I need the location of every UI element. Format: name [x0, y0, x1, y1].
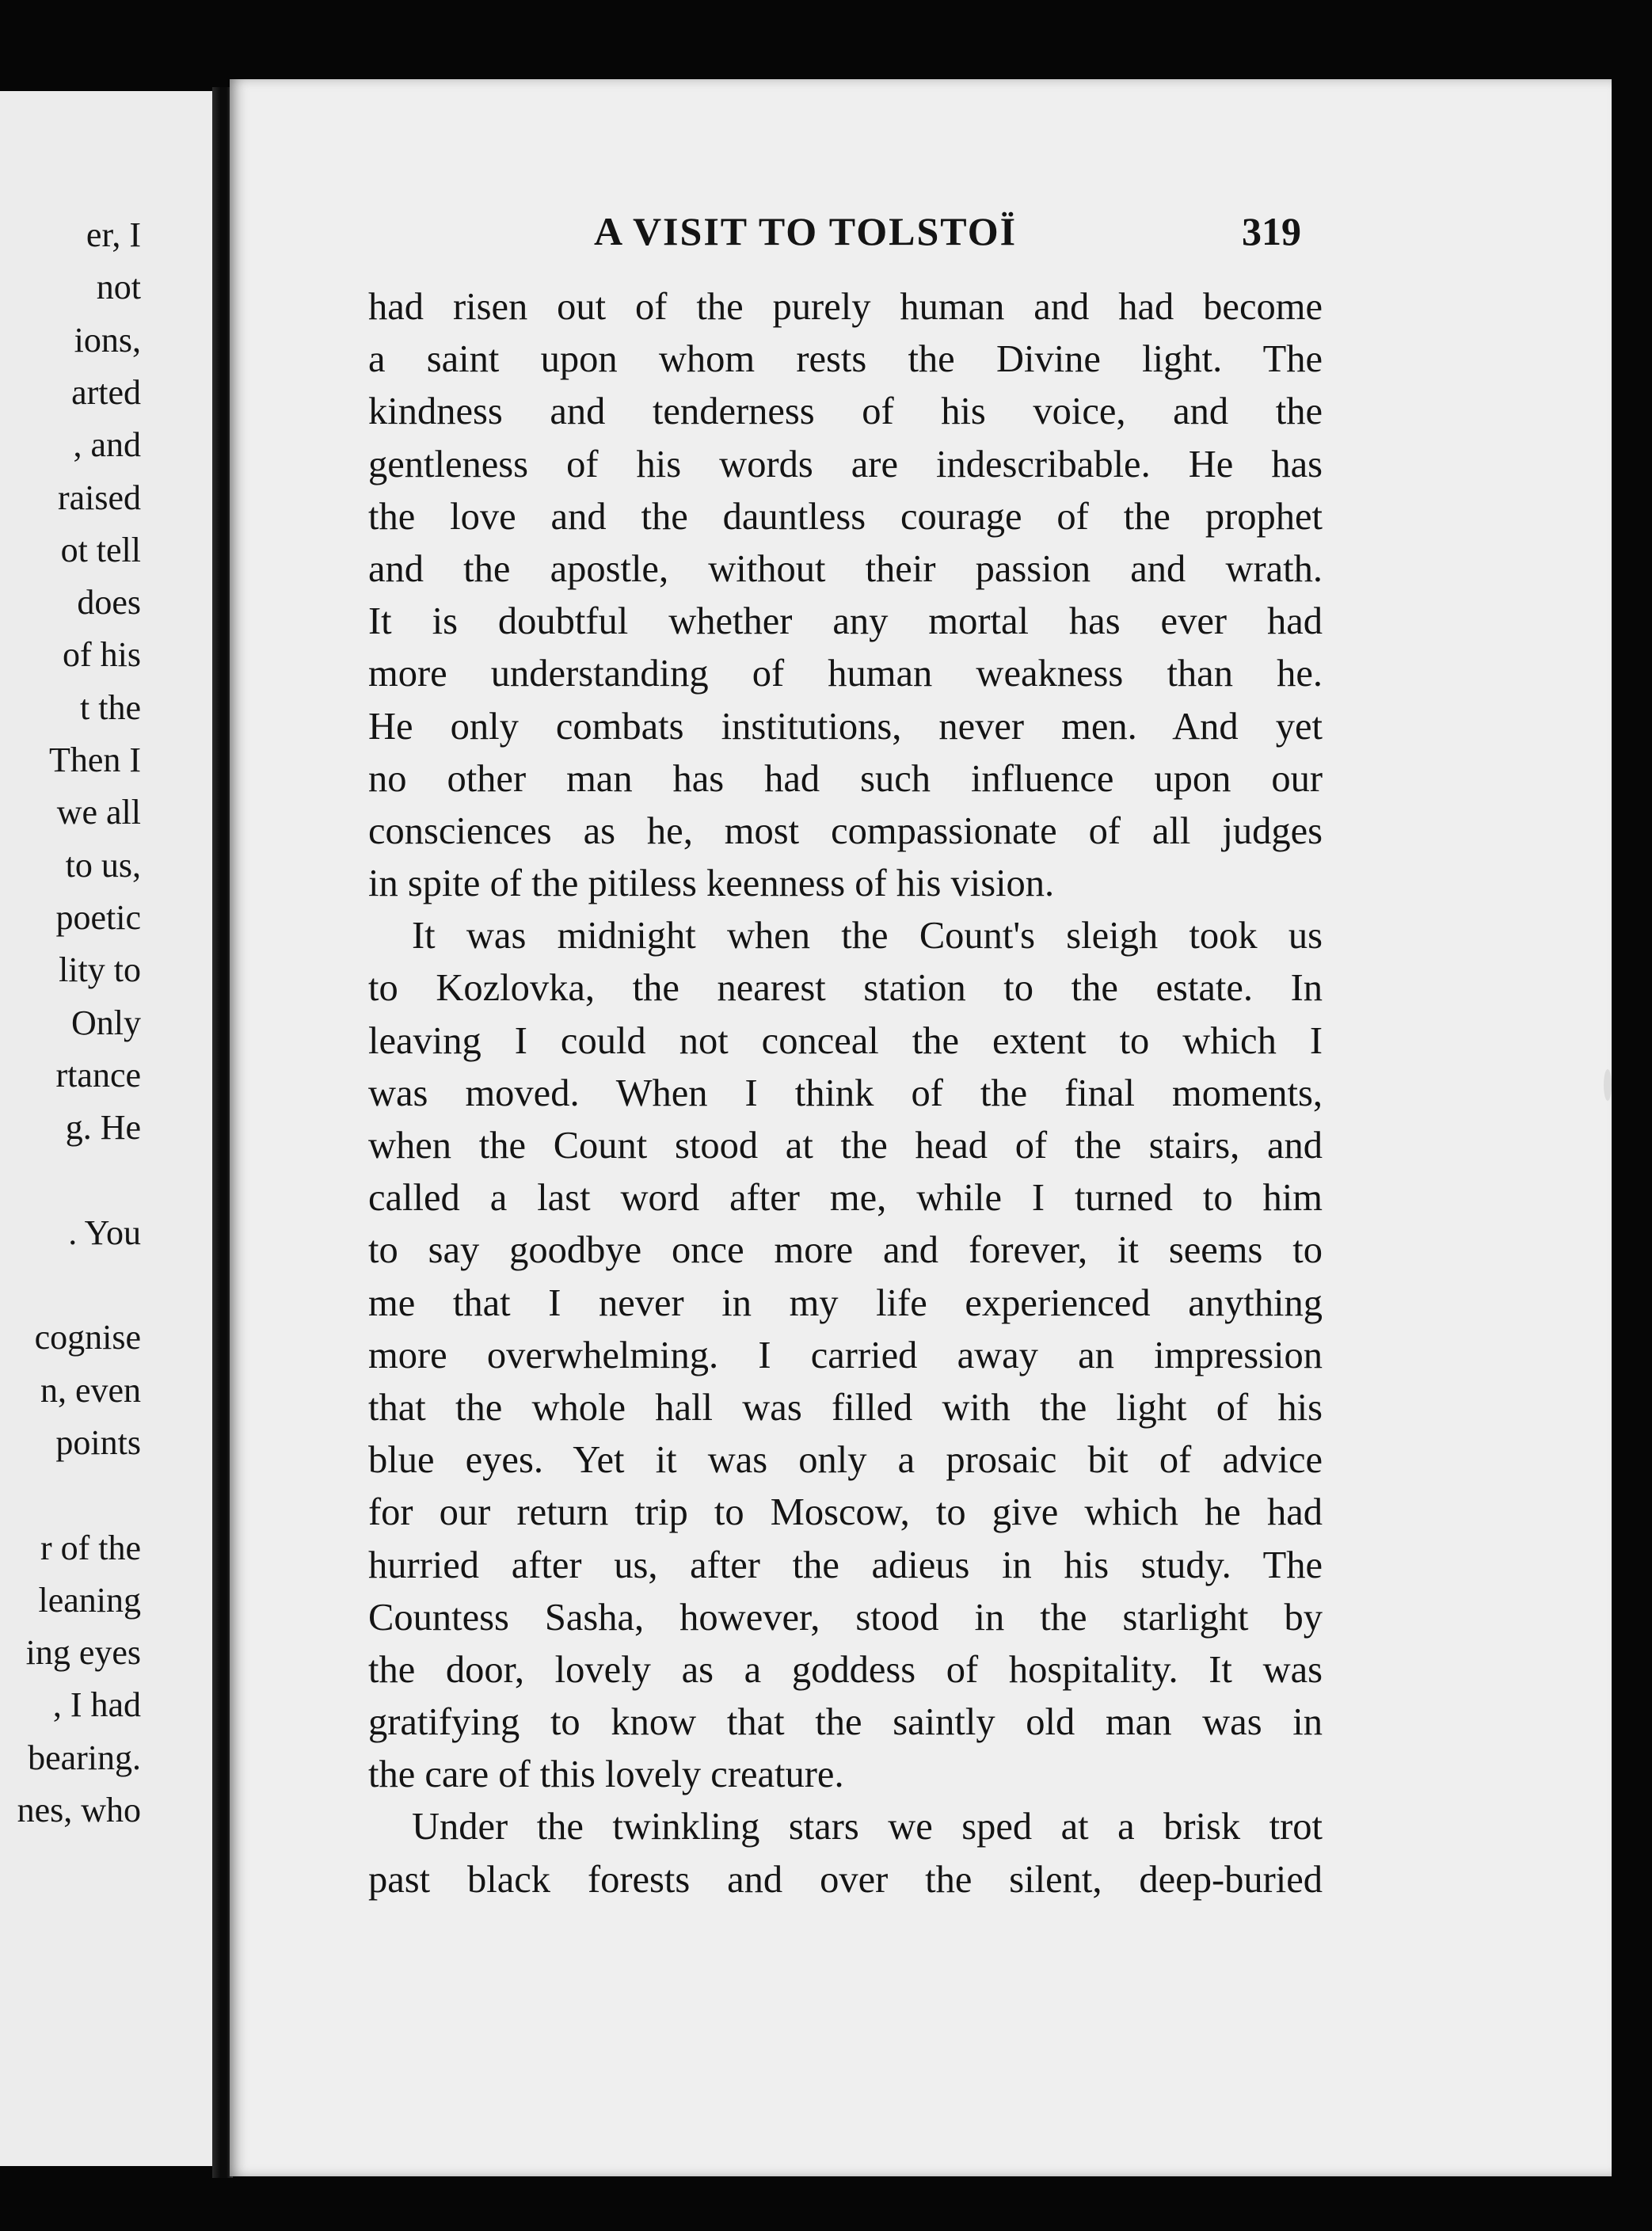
text-line: more understanding of human weakness than he.	[368, 653, 1323, 695]
left-page-line: poetic	[55, 897, 141, 937]
left-page-line: . You	[68, 1213, 141, 1252]
text-line: He only combats institutions, never men. And yet	[368, 705, 1323, 748]
running-title: A VISIT TO TOLSTOÏ	[594, 209, 1018, 253]
text-line: more overwhelming. I carried away an impression	[368, 1334, 1323, 1376]
left-page-line: not	[96, 268, 141, 307]
left-page-line: we all	[56, 793, 141, 832]
right-page	[230, 79, 1612, 2176]
left-page-line: Then I	[48, 740, 141, 779]
left-page-line: leaning	[38, 1580, 141, 1620]
text-line: gentleness of his words are indescribable. He has	[368, 443, 1323, 485]
text-line: the care of this lovely creature.	[368, 1753, 844, 1796]
paper-blemish	[1604, 1069, 1612, 1101]
text-line: It is doubtful whether any mortal has ever had	[368, 600, 1323, 643]
text-line: Under the twinkling stars we sped at a brisk trot	[412, 1806, 1323, 1848]
text-line: consciences as he, most compassionate of all judges	[368, 809, 1323, 852]
running-head	[230, 208, 1612, 256]
text-line: that the whole hall was filled with the light of his	[368, 1386, 1323, 1429]
text-line: in spite of the pitiless keenness of his vision.	[368, 862, 1055, 905]
text-line: called a last word after me, while I turned to him	[368, 1177, 1323, 1220]
text-line: a saint upon whom rests the Divine light. The	[368, 338, 1323, 381]
left-page-line: arted	[71, 372, 141, 412]
text-line: Countess Sasha, however, stood in the starlight by	[368, 1596, 1323, 1639]
left-page-line: nes, who	[17, 1791, 141, 1829]
body-text	[368, 281, 1323, 1906]
text-line: and the apostle, without their passion and wrath.	[368, 547, 1323, 590]
left-page-line: n, even	[40, 1370, 141, 1410]
left-page-line: lity to	[59, 950, 141, 990]
text-line: to say goodbye once more and forever, it seems to	[368, 1229, 1323, 1272]
text-line: gratifying to know that the saintly old man was in	[368, 1701, 1323, 1744]
left-page-line: raised	[57, 478, 141, 517]
left-page-line: , and	[73, 425, 141, 465]
page-number: 319	[1242, 209, 1301, 253]
left-page-line: Only	[71, 1003, 141, 1042]
left-page-line: er, I	[86, 215, 141, 254]
text-line: blue eyes. Yet it was only a prosaic bit of advice	[368, 1439, 1323, 1482]
left-page-line: points	[55, 1422, 141, 1462]
text-line: had risen out of the purely human and had become	[368, 286, 1323, 328]
left-page-line: ions,	[74, 320, 141, 360]
text-line: the door, lovely as a goddess of hospitality. It was	[368, 1648, 1323, 1691]
left-page-line: t the	[80, 687, 141, 727]
left-page-line: ing eyes	[25, 1633, 141, 1673]
left-page-line: bearing.	[28, 1738, 141, 1777]
left-page-line: to us,	[65, 845, 141, 885]
text-line: when the Count stood at the head of the stairs, and	[368, 1125, 1323, 1167]
text-line: no other man has had such influence upon our	[368, 757, 1323, 800]
left-page-line: g. He	[65, 1108, 141, 1148]
text-line: hurried after us, after the adieus in his study. The	[368, 1544, 1323, 1586]
left-page-line: rtance	[55, 1055, 141, 1095]
text-line: It was midnight when the Count's sleigh took us	[412, 915, 1323, 958]
left-page-fragment	[0, 91, 230, 2166]
text-line: the love and the dauntless courage of the prophet	[368, 495, 1323, 538]
left-page-line: r of the	[40, 1528, 141, 1567]
left-page-line: cognise	[34, 1318, 141, 1357]
left-page-line: , I had	[52, 1685, 141, 1725]
left-page-line: does	[77, 583, 141, 622]
text-line: past black forests and over the silent, deep-buried	[368, 1858, 1323, 1901]
left-page-line: ot tell	[60, 530, 141, 569]
text-line: for our return trip to Moscow, to give which he had	[368, 1491, 1323, 1534]
text-line: leaving I could not conceal the extent to which I	[368, 1019, 1323, 1062]
text-line: was moved. When I think of the final moments,	[368, 1072, 1323, 1114]
left-page-line: of his	[63, 635, 141, 675]
text-line: to Kozlovka, the nearest station to the estate. In	[368, 967, 1323, 1010]
text-line: kindness and tenderness of his voice, and the	[368, 390, 1323, 433]
text-line: me that I never in my life experienced anything	[368, 1281, 1323, 1324]
